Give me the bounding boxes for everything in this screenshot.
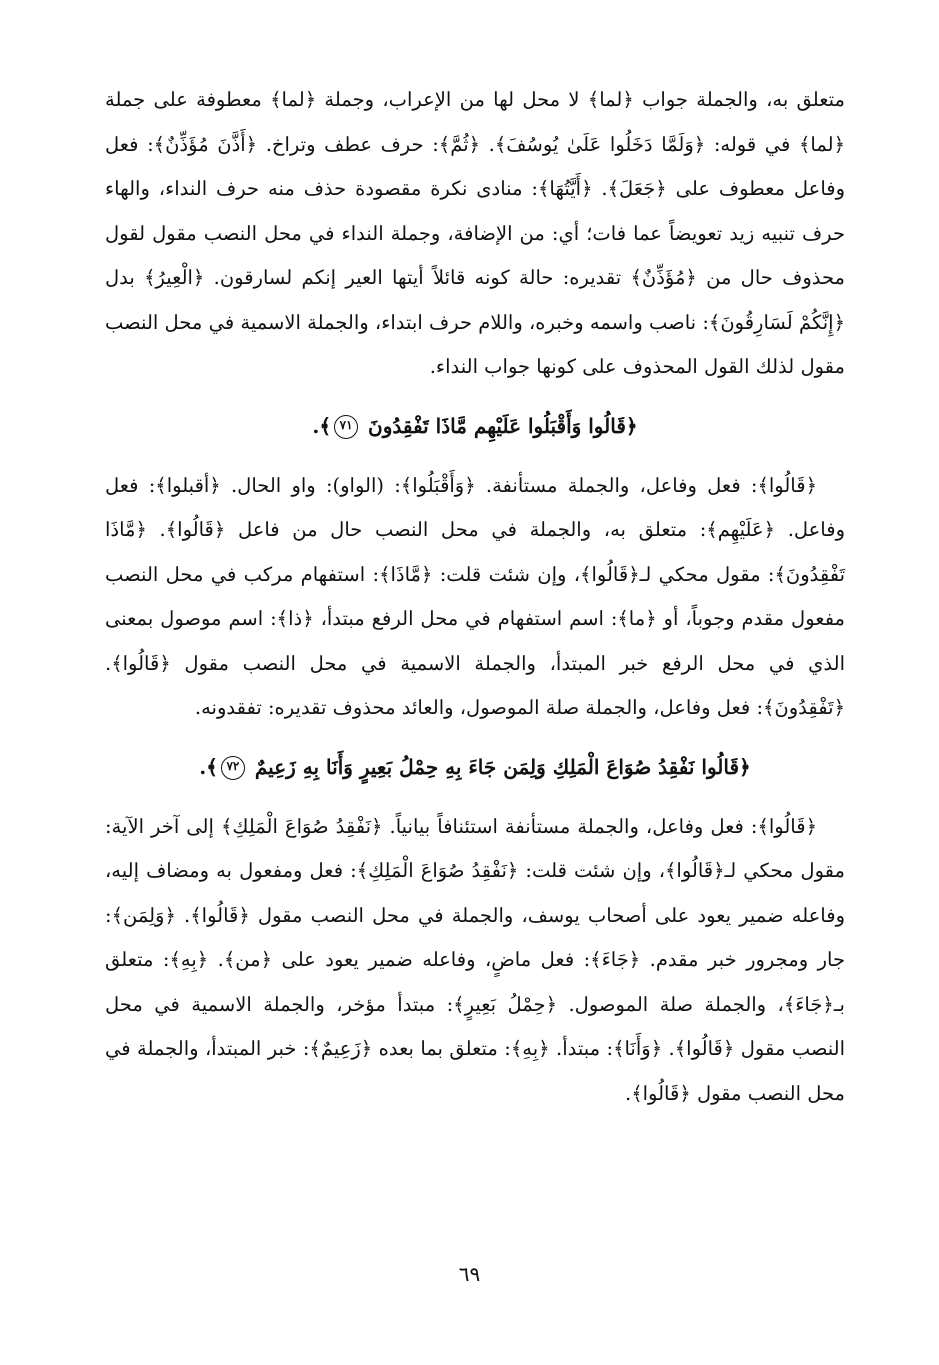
paragraph-2: ﴿قَالُوا﴾: فعل وفاعل، والجملة مستأنفة. ﴿وَأَقْبَلُوا﴾: (الواو): واو الحال. ﴿أقبلوا﴾: فعل وفاعل. ﴿عَلَيْهِم﴾: متعلق به، والجملة في محل النصب حال من فاعل ﴿قَالُوا﴾. ﴿مَّاذَا تَفْقِدُونَ﴾: مقول محكي لـ﴿قَالُوا﴾، وإن شئت قلت: ﴿مَّاذَا﴾: استفهام مركب في محل النصب مفعول مقدم وجوباً، أو ﴿ما﴾: اسم استفهام في محل الرفع مبتدأ، ﴿ذا﴾: اسم موصول بمعنى الذي في محل الرفع خبر المبتدأ، والجملة الاسمية في محل النصب مقول ﴿قَالُوا﴾. ﴿تَفْقِدُونَ﴾: فعل وفاعل، والجملة صلة الموصول، والعائد محذوف تقديره: تفقدونه. (105, 473, 845, 719)
quran-verse-72 (105, 745, 845, 789)
paragraph-3: ﴿قَالُوا﴾: فعل وفاعل، والجملة مستأنفة استئنافاً بيانياً. ﴿نَفْقِدُ صُوَاعَ الْمَلِكِ﴾ إلى آخر الآية: مقول محكي لـ﴿قَالُوا﴾، وإن شئت قلت: ﴿نَفْقِدُ صُوَاعَ الْمَلِكِ﴾: فعل ومفعول به ومضاف إليه، وفاعله ضمير يعود على أصحاب يوسف، والجملة في محل النصب مقول ﴿قَالُوا﴾. ﴿وَلِمَن﴾: جار ومجرور خبر مقدم. ﴿جَاءَ﴾: فعل ماضٍ، وفاعله ضمير يعود على ﴿من﴾. ﴿بِهِ﴾: متعلق بـ﴿جَاءَ﴾، والجملة صلة الموصول. ﴿حِمْلُ بَعِيرٍ﴾: مبتدأ مؤخر، والجملة الاسمية في محل النصب مقول ﴿قَالُوا﴾. ﴿وَأَنَا﴾: مبتدأ. ﴿بِهِ﴾: متعلق بما بعده ﴿زَعِيمٌ﴾: خبر المبتدأ، والجملة في محل النصب مقول ﴿قَالُوا﴾. (105, 814, 845, 1105)
verse-end: ﴾. (199, 754, 218, 779)
verse-text: ﴿قَالُوا نَفْقِدُ صُوَاعَ الْمَلِكِ وَلِمَن جَاءَ بِهِ حِمْلُ بَعِيرٍ وَأَنَا بِهِ زَعِيمٌ (254, 754, 751, 779)
verse-end: ﴾. (312, 413, 332, 438)
paragraph-1: متعلق به، والجملة جواب ﴿لما﴾ لا محل لها من الإعراب، وجملة ﴿لما﴾ معطوفة على جملة ﴿لما﴾ في قوله: ﴿وَلَمَّا دَخَلُوا عَلَىٰ يُوسُفَ﴾. ﴿ثُمَّ﴾: حرف عطف وتراخ. ﴿أَذَّنَ مُؤَذِّنٌ﴾: فعل وفاعل معطوف على ﴿جَعَلَ﴾. ﴿أَيَّتُهَا﴾: منادى نكرة مقصودة حذف منه حرف النداء، والهاء حرف تنبيه زيد تعويضاً عما فات؛ أي: من الإضافة، وجملة النداء في محل النصب مقول لقول محذوف حال من ﴿مُؤَذِّنٌ﴾ تقديره: حالة كونه قائلاً أيتها العير إنكم لسارقون. ﴿الْعِيرُ﴾ بدل ﴿إِنَّكُمْ لَسَارِقُونَ﴾: ناصب واسمه وخبره، واللام حرف ابتداء، والجملة الاسمية في محل النصب مقول لذلك القول المحذوف على كونها جواب النداء. (105, 88, 845, 378)
ayah-number-badge: ٧١ (334, 415, 358, 439)
quran-verse-71 (105, 404, 845, 448)
ayah-number-badge: ٧٢ (221, 756, 245, 780)
page-number: ٦٩ (458, 1262, 481, 1286)
verse-text: ﴿قَالُوا وَأَقْبَلُوا عَلَيْهِم مَّاذَا تَفْقِدُونَ (368, 413, 638, 438)
page-body (105, 78, 845, 1116)
